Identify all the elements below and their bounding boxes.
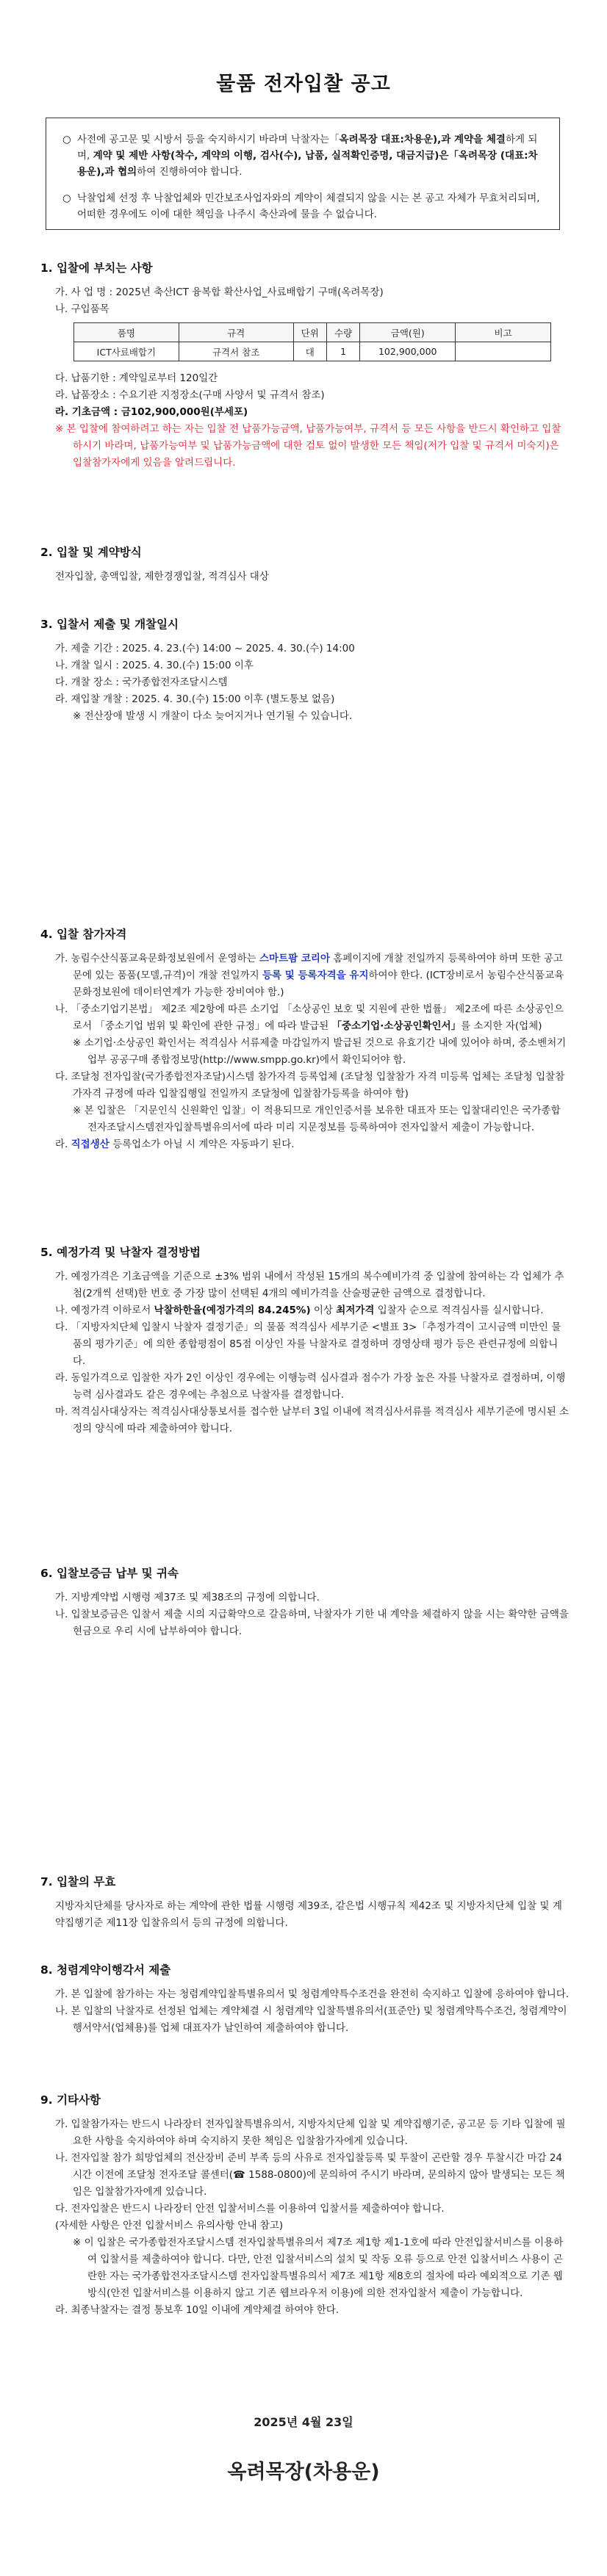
submission-period: 가. 제출 기간 : 2025. 4. 23.(수) 14:00 ~ 2025. 4. 30.(수) 14:00 [55,643,355,654]
section-heading: 2. 입찰 및 계약방식 [40,546,142,559]
warning-note: ※ 본 입찰에 참여하려고 하는 자는 입찰 전 납품가능금액, 납품가능여부, 규격서 등 모든 사항을 반드시 확인하고 입찰하시기 바라며, 납품가능여부 및 납품가능금액에 대한 검토 없이 발생한 모든 책임(저가 입찰 및 규격서 미숙지)은 입찰참가자에게 있음을 알려드립니다. [55,423,561,469]
eligibility-item: 가. 농림수산식품교육문화정보원에서 운영하는 스마트팜 코리아 홈페이지에 개찰 전일까지 등록하여야 하며 또한 공고문에 있는 품품(모델,규격)이 개찰 전일까지 등록 및 등록자격을 유지하여야 한다. (ICT장비로서 농림수산식품교육문화정보원에 데이터연계가 가능한 장비여야 함.) [55,953,564,998]
table-header-row [74,323,551,342]
eligibility-item: 다. 조달청 전자입찰(국가종합전자조달)시스템 참가자격 등록업체 (조달청 입찰참가 자격 미등록 업체는 조달청 입찰참가자격 규정에 따라 입찰집행일 전일까지 조달청에 입찰참가등록을 하여야 함) [55,1071,565,1100]
delivery-deadline: 다. 납품기한 : 계약일로부터 120일간 [55,372,218,384]
table-row [74,342,551,361]
section-eligibility [40,926,570,1153]
section-integrity-pledge [40,1961,570,2037]
integrity-item: 나. 본 입찰의 낙찰자로 선정된 업체는 계약체결 시 청렴계약 입찰특별유의서(표준안) 및 청렴계약특수조건, 청렴계약이행서약서(업체용)를 업체 대표자가 날인하여 제출하여야 합니다. [55,2005,567,2034]
bond-item: 나. 입찰보증금은 입찰서 제출 시의 지급확약으로 갈음하며, 낙찰자가 기한 내 계약을 체결하지 않을 시는 확약한 금액을 현금으로 우리 시에 납부하여야 합니다. [55,1609,569,1637]
circle-bullet-icon: ○ [62,192,71,204]
opening-place: 다. 개찰 장소 : 국가종합전자조달시스템 [55,677,228,688]
decision-item: 마. 적격심사대상자는 적격심사대상통보서를 접수한 날부터 3일 이내에 적격심사서류를 적격심사 세부기준에 명시된 소정의 양식에 따라 제출하여야 합니다. [55,1406,570,1435]
table-header: 품명 [74,323,179,342]
notice-item-contract: ○ 사전에 공고문 및 시방서 등을 숙지하시기 바라며 낙찰자는「옥려목장 대표:차용운),과 계약을 체결하게 되며, 계약 및 제반 사항(착수, 계약의 이행, 검사(수), 납품, 실적확인증명, 대금지급)은「옥려목장 (대표:차용운),과 협의하여 진행하여야 합니다. [62,131,545,180]
eligibility-item: 나. 「중소기업기본법」 제2조 제2항에 따른 소기업 「소상공인 보호 및 지원에 관한 법률」 제2조에 따른 소상공인으로서 「중소기업 범위 및 확인에 관한 규정」에 따라 발급된 「중소기업·소상공인확인서」를 소지한 자(업체) [55,1003,564,1032]
eligibility-note: ※ 소기업·소상공인 확인서는 적격심사 서류제출 마감일까지 발급된 것으로 유효기간 내에 있어야 하며, 중소벤처기업부 공공구매 종합정보망(http://www.smpp.go.kr)에서 확인되어야 함. [73,1037,567,1066]
eligibility-item: 라. 직접생산 등록업소가 아닐 시 계약은 자동파기 된다. [55,1139,295,1150]
bond-item: 가. 지방계약법 시행령 제37조 및 제38조의 규정에 의합니다. [55,1592,320,1603]
section-heading: 4. 입찰 참가자격 [40,928,127,941]
purchase-items-label: 나. 구입품목 [55,303,109,315]
section-heading: 1. 입찰에 부치는 사항 [40,261,153,275]
delivery-location: 라. 납품장소 : 수요기관 지정장소(구매 사양서 및 규격서 참조) [55,389,325,401]
table-cell [456,342,551,361]
invalid-bid-text: 지방자치단체를 당사자로 하는 계약에 관한 법률 시행령 제39조, 같은법 시행규칙 제42조 및 지방자치단체 입찰 및 계약집행기준 제11장 입찰유의서 등의 규정에 의합니다. [55,1900,562,1929]
table-header: 단위 [293,323,326,342]
section-bid-bond [40,1565,570,1640]
section-bid-method [40,544,570,585]
decision-item: 가. 예정가격은 기초금액을 기준으로 ±3% 범위 내에서 작성된 15개의 복수예비가격 중 입찰에 참여하는 각 업체가 추첨(2개씩 선택)한 번호 중 가장 많이 선택된 4개의 예비가격을 산술평균한 금액으로 결정합니다. [55,1271,564,1299]
decision-item: 나. 예정가격 이하로서 낙찰하한율(예정가격의 84.245%) 이상 최저가격 입찰자 순으로 적격심사를 실시합니다. [55,1305,544,1316]
other-item: 다. 전자입찰은 반드시 나라장터 안전 입찰서비스를 이용하여 입찰서를 제출하여야 합니다. [55,2203,445,2215]
circle-bullet-icon: ○ [62,134,71,145]
other-item: 가. 입찰참가자는 반드시 나라장터 전자입찰특별유의서, 지방자치단체 입찰 및 계약집행기준, 공고문 등 기타 입찰에 필요한 사항을 숙지하여야 하며 숙지하지 못한 책임은 입찰참가자에게 있습니다. [55,2118,566,2147]
table-cell: 102,900,000 [360,342,456,361]
table-cell: 1 [326,342,359,361]
integrity-item: 가. 본 입찰에 참가하는 자는 청렴계약입찰특별유의서 및 청렴계약특수조건을 완전히 숙지하고 입찰에 응하여야 합니다. [55,1988,570,2000]
table-cell: 대 [293,342,326,361]
decision-item: 다. 「지방자치단체 입찰시 낙찰자 결정기준」의 물품 적격심사 세부기준 <별표 3>「추정가격이 고시금액 미만인 물품의 평가기준」에 의한 종합평점이 85점 이상인 자를 낙찰자로 결정하며 경영상태 평가 등은 관련규정에 의합니다. [55,1321,561,1367]
section-heading: 6. 입찰보증금 납부 및 귀속 [40,1567,179,1580]
eligibility-note: ※ 본 입찰은 「지문인식 신원확인 입찰」이 적용되므로 개인인증서를 보유한 대표자 또는 입찰대리인은 국가종합전자조달시스템전자입찰특별유의서에 따라 미리 지문정보를 등록하여야 전자입찰서 제출이 가능합니다. [73,1105,561,1133]
page-title: 물품 전자입찰 공고 [216,73,391,95]
table-header: 규격 [179,323,293,342]
section-bidding-items [40,259,570,472]
items-table [73,322,551,361]
opening-time: 나. 개찰 일시 : 2025. 4. 30.(수) 15:00 이후 [55,660,254,671]
issuer-name: 옥려목장(차용운) [227,2461,380,2483]
table-header: 비고 [456,323,551,342]
section-submission-schedule [40,616,570,725]
section-heading: 5. 예정가격 및 낙찰자 결정방법 [40,1246,201,1259]
other-item: 라. 최종낙찰자는 결정 통보후 10일 이내에 계약체결 하여야 한다. [55,2304,340,2316]
section-heading: 8. 청렴계약이행각서 제출 [40,1963,171,1977]
section-other-matters [40,2091,570,2319]
section-heading: 9. 기타사항 [40,2093,101,2107]
notice-box [46,118,560,230]
system-failure-note: ※ 전산장애 발생 시 개찰이 다소 늦어지거나 연기될 수 있습니다. [73,710,353,722]
table-cell: ICT사료배합기 [74,342,179,361]
section-price-decision [40,1244,570,1437]
other-item: 나. 전자입찰 참가 희망업체의 전산장비 준비 부족 등의 사유로 전자입찰등록 및 투찰이 곤란할 경우 투찰시간 마감 24시간 이전에 조달청 전자조달 콜센터(☎ 1588-0800)에 문의하여 주시기 바라며, 문의하지 않아 발생되는 모든 책임은 입찰참가자에게 있습니다. [55,2152,565,2198]
table-header: 수량 [326,323,359,342]
table-header: 금액(원) [360,323,456,342]
table-cell: 규격서 참조 [179,342,293,361]
announcement-date: 2025년 4월 23일 [254,2415,353,2429]
section-heading: 3. 입찰서 제출 및 개찰일시 [40,618,179,631]
decision-item: 라. 동일가격으로 입찰한 자가 2인 이상인 경우에는 이행능력 심사결과 점수가 가장 높은 자를 낙찰자로 결정하며, 이행능력 심사결과도 같은 경우에는 추첨으로 낙찰자를 결정합니다. [55,1372,566,1401]
bid-method-text: 전자입찰, 총액입찰, 제한경쟁입찰, 적격심사 대상 [55,571,269,582]
rebid-opening: 라. 재입찰 개찰 : 2025. 4. 30.(수) 15:00 이후 (별도통보 없음) [55,693,335,705]
base-amount: 라. 기초금액 : 금102,900,000원(부세포) [55,406,248,418]
other-item-sub: (자세한 사항은 안전 입찰서비스 유의사항 안내 참고) [55,2220,284,2232]
section-invalid-bid [40,1873,570,1932]
notice-item-invalid: ○ 낙찰업체 선정 후 낙찰업체와 민간보조사업자와의 계약이 체결되지 않을 시는 본 공고 자체가 무효처리되며, 어떠한 경우에도 이에 대한 책임을 나주시 축산과에 물을 수 없습니다. [62,190,545,223]
business-name: 가. 사 업 명 : 2025년 축산ICT 융복합 확산사업_사료배합기 구매(옥려목장) [55,286,384,298]
section-heading: 7. 입찰의 무효 [40,1875,116,1888]
other-note: ※ 이 입찰은 국가종합전자조달시스템 전자입찰특별유의서 제7조 제1항 제1-1호에 따라 안전입찰서비스를 이용하여 입찰서를 제출하여야 합니다. 다만, 안전 입찰서비스의 설치 및 작동 오류 등으로 안전 입찰서비스 사용이 곤란한 자는 국가종합전자조달시스템 전자입찰특별유의서 제7조 제1항 제8호의 절차에 따라 예외적으로 기존 웹방식(안전 입찰서비스를 이용하지 않고 기존 웹브라우저 이용)에 의한 전자입찰서 제출이 가능합니다. [73,2237,564,2299]
